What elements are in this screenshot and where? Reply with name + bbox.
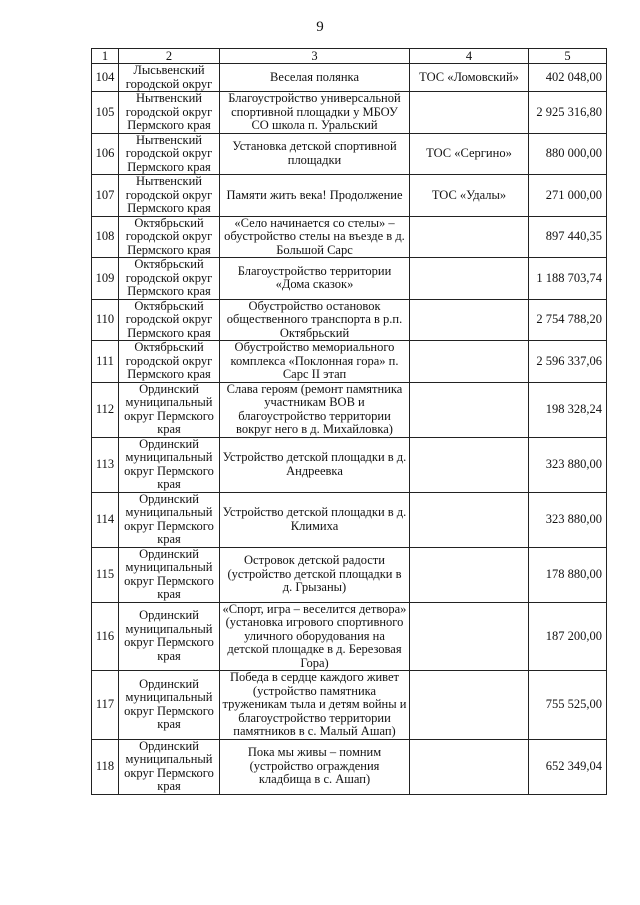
table-row [92, 437, 607, 492]
territory-cell: Ординский муниципальный округ Пермского края [119, 437, 220, 492]
amount-cell: 198 328,24 [529, 382, 607, 437]
table-row [92, 602, 607, 671]
amount-cell: 323 880,00 [529, 492, 607, 547]
amount-cell: 1 188 703,74 [529, 258, 607, 300]
table-row [92, 671, 607, 740]
territory-cell: Октябрьский городской округ Пермского края [119, 258, 220, 300]
table-row [92, 175, 607, 217]
project-cell: Островок детской радости (устройство детской площадки в д. Грызаны) [220, 547, 410, 602]
amount-cell: 2 754 788,20 [529, 299, 607, 341]
row-number: 106 [92, 133, 119, 175]
row-number: 110 [92, 299, 119, 341]
amount-cell: 2 596 337,06 [529, 341, 607, 383]
table-row [92, 299, 607, 341]
project-cell: Устройство детской площадки в д. Андреевка [220, 437, 410, 492]
project-cell: «Село начинается со стелы» – обустройство стелы на въезде в д. Большой Сарс [220, 216, 410, 258]
tos-cell [410, 602, 529, 671]
territory-cell: Нытвенский городской округ Пермского края [119, 92, 220, 134]
amount-cell: 271 000,00 [529, 175, 607, 217]
tos-cell [410, 92, 529, 134]
table-row [92, 739, 607, 794]
row-number: 107 [92, 175, 119, 217]
header-cell: 5 [529, 49, 607, 64]
territory-cell: Ординский муниципальный округ Пермского края [119, 492, 220, 547]
row-number: 108 [92, 216, 119, 258]
project-cell: Слава героям (ремонт памятника участникам ВОВ и благоустройство территории вокруг него в д. Михайловка) [220, 382, 410, 437]
territory-cell: Октябрьский городской округ Пермского края [119, 216, 220, 258]
territory-cell: Лысьвенский городской округ [119, 64, 220, 92]
amount-cell: 402 048,00 [529, 64, 607, 92]
tos-cell [410, 437, 529, 492]
row-number: 118 [92, 739, 119, 794]
table-row [92, 92, 607, 134]
project-cell: Победа в сердце каждого живет (устройство памятника труженикам тыла и детям войны и благоустройство территории памятников в с. Малый Ашап) [220, 671, 410, 740]
amount-cell: 880 000,00 [529, 133, 607, 175]
territory-cell: Ординский муниципальный округ Пермского края [119, 547, 220, 602]
row-number: 114 [92, 492, 119, 547]
territory-cell: Ординский муниципальный округ Пермского края [119, 382, 220, 437]
amount-cell: 178 880,00 [529, 547, 607, 602]
tos-cell [410, 671, 529, 740]
page-number: 9 [316, 19, 324, 35]
row-number: 115 [92, 547, 119, 602]
project-cell: Устройство детской площадки в д. Климиха [220, 492, 410, 547]
tos-cell [410, 739, 529, 794]
tos-cell: ТОС «Ломовский» [410, 64, 529, 92]
project-cell: Установка детской спортивной площадки [220, 133, 410, 175]
tos-cell [410, 547, 529, 602]
row-number: 109 [92, 258, 119, 300]
amount-cell: 323 880,00 [529, 437, 607, 492]
tos-cell [410, 258, 529, 300]
table-row [92, 341, 607, 383]
project-cell: «Спорт, игра – веселится детвора» (установка игрового спортивного уличного оборудования на детской площадке в д. Березовая Гора) [220, 602, 410, 671]
row-number: 112 [92, 382, 119, 437]
header-cell: 4 [410, 49, 529, 64]
row-number: 111 [92, 341, 119, 383]
territory-cell: Нытвенский городской округ Пермского края [119, 175, 220, 217]
project-cell: Благоустройство универсальной спортивной площадки у МБОУ СО школа п. Уральский [220, 92, 410, 134]
table-row [92, 133, 607, 175]
row-number: 113 [92, 437, 119, 492]
header-cell: 1 [92, 49, 119, 64]
project-cell: Памяти жить века! Продолжение [220, 175, 410, 217]
row-number: 105 [92, 92, 119, 134]
project-cell: Пока мы живы – помним (устройство ограждения кладбища в с. Ашап) [220, 739, 410, 794]
projects-table [91, 48, 607, 795]
tos-cell [410, 341, 529, 383]
tos-cell: ТОС «Удалы» [410, 175, 529, 217]
tos-cell: ТОС «Сергино» [410, 133, 529, 175]
territory-cell: Октябрьский городской округ Пермского края [119, 341, 220, 383]
amount-cell: 755 525,00 [529, 671, 607, 740]
territory-cell: Ординский муниципальный округ Пермского края [119, 739, 220, 794]
amount-cell: 897 440,35 [529, 216, 607, 258]
project-cell: Веселая полянка [220, 64, 410, 92]
table-header-row [92, 49, 607, 64]
tos-cell [410, 216, 529, 258]
row-number: 104 [92, 64, 119, 92]
territory-cell: Ординский муниципальный округ Пермского края [119, 671, 220, 740]
table-row [92, 258, 607, 300]
table-row [92, 382, 607, 437]
project-cell: Обустройство остановок общественного транспорта в р.п. Октябрьский [220, 299, 410, 341]
territory-cell: Ординский муниципальный округ Пермского края [119, 602, 220, 671]
amount-cell: 187 200,00 [529, 602, 607, 671]
table-row [92, 492, 607, 547]
row-number: 117 [92, 671, 119, 740]
tos-cell [410, 299, 529, 341]
table-row [92, 216, 607, 258]
project-cell: Благоустройство территории «Дома сказок» [220, 258, 410, 300]
header-cell: 3 [220, 49, 410, 64]
table-row [92, 64, 607, 92]
tos-cell [410, 492, 529, 547]
territory-cell: Нытвенский городской округ Пермского края [119, 133, 220, 175]
territory-cell: Октябрьский городской округ Пермского края [119, 299, 220, 341]
project-cell: Обустройство мемориального комплекса «Поклонная гора» п. Сарс II этап [220, 341, 410, 383]
header-cell: 2 [119, 49, 220, 64]
table-row [92, 547, 607, 602]
row-number: 116 [92, 602, 119, 671]
amount-cell: 2 925 316,80 [529, 92, 607, 134]
tos-cell [410, 382, 529, 437]
amount-cell: 652 349,04 [529, 739, 607, 794]
